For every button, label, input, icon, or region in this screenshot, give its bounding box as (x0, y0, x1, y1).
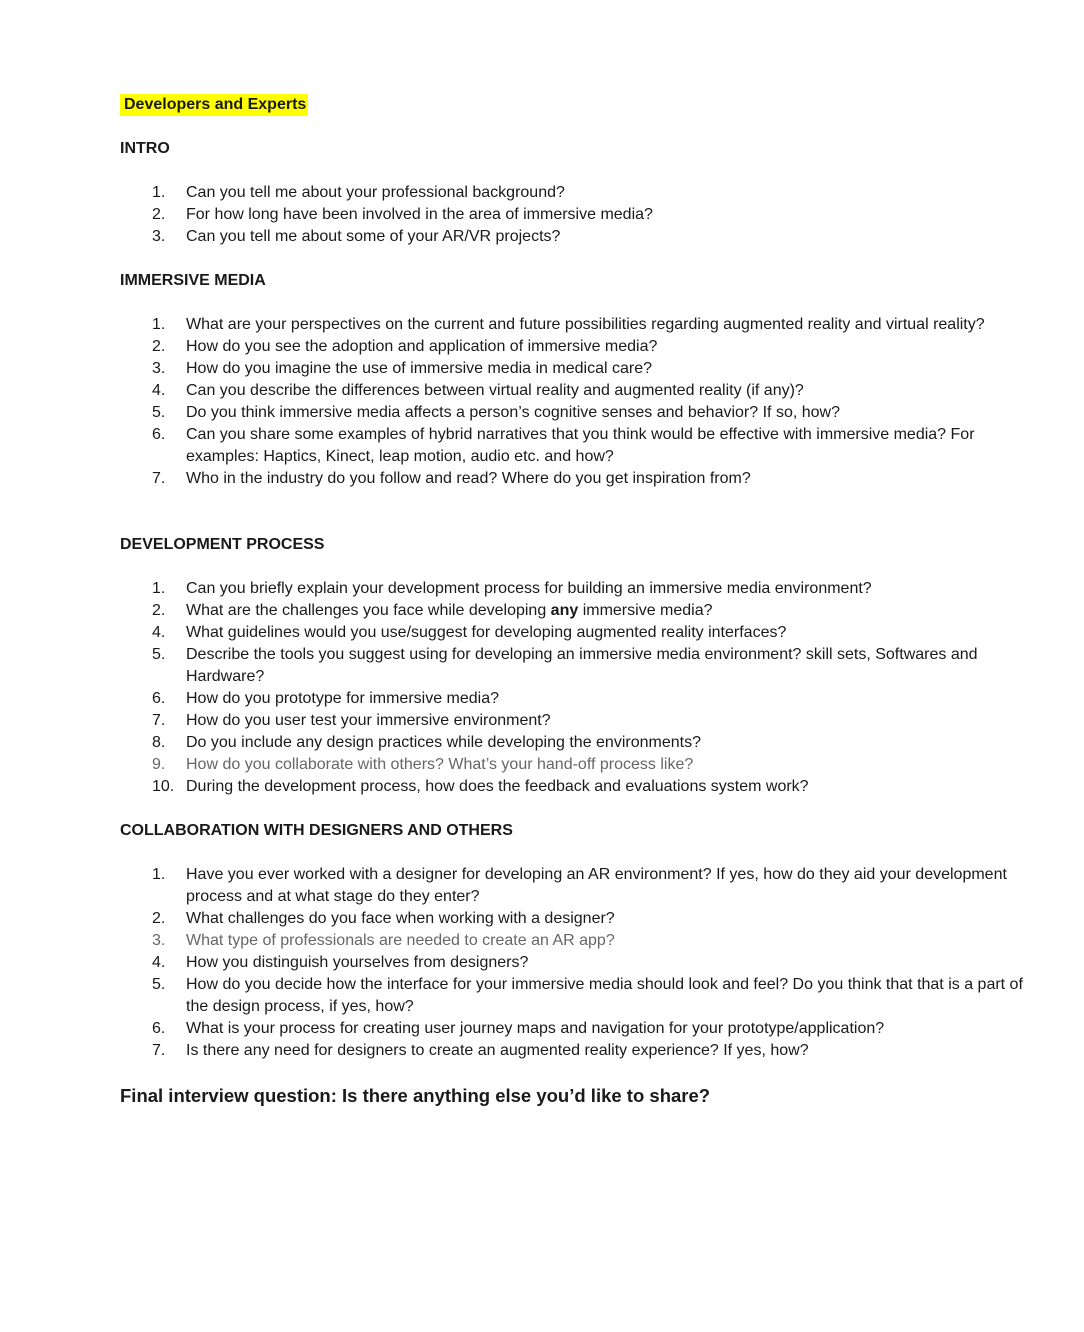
item-number: 1. (152, 184, 166, 201)
item-number: 1. (152, 316, 166, 333)
item-number: 6. (152, 690, 166, 707)
question-text: Who in the industry do you follow and read? Where do you get inspiration from? (186, 470, 751, 487)
item-number: 2. (152, 338, 166, 355)
section-heading-collaboration: COLLABORATION WITH DESIGNERS AND OTHERS (120, 822, 513, 839)
question-text: Do you think immersive media affects a person’s cognitive senses and behavior? If so, how? (186, 404, 840, 421)
item-number: 9. (152, 756, 166, 773)
question-text: What type of professionals are needed to create an AR app? (186, 932, 615, 949)
list-item (0, 226, 1084, 248)
list-item (0, 1040, 1084, 1062)
list-item (0, 776, 1084, 798)
question-text: What guidelines would you use/suggest for developing augmented reality interfaces? (186, 624, 787, 641)
section-heading-intro: INTRO (120, 140, 170, 157)
list-item (0, 336, 1084, 358)
item-number: 7. (152, 712, 166, 729)
list-item (0, 358, 1084, 380)
item-number: 8. (152, 734, 166, 751)
question-text: How do you user test your immersive environment? (186, 712, 551, 729)
item-number: 5. (152, 404, 166, 421)
document-title: Developers and Experts (120, 94, 308, 116)
list-item (0, 182, 1084, 204)
question-text: How do you decide how the interface for your immersive media should look and feel? Do you think that that is a part of the design process, if yes, how? (186, 976, 1023, 1015)
item-number: 1. (152, 866, 166, 883)
question-text: Can you tell me about your professional background? (186, 184, 565, 201)
final-question: Final interview question: Is there anything else you’d like to share? (120, 1085, 711, 1106)
item-number: 10. (152, 778, 175, 795)
list-item (0, 380, 1084, 402)
question-text: For how long have been involved in the area of immersive media? (186, 206, 653, 223)
item-number: 4. (152, 954, 166, 971)
item-number: 4. (152, 624, 166, 641)
question-text: Can you share some examples of hybrid narratives that you think would be effective with immersive media? For examples: Haptics, Kinect, leap motion, audio etc. and how? (186, 426, 975, 465)
question-text: Can you briefly explain your development process for building an immersive media environment? (186, 580, 872, 597)
list-item (0, 402, 1084, 424)
question-text: Can you describe the differences between virtual reality and augmented reality (if any)? (186, 382, 804, 399)
question-list-immersive-media (0, 314, 1084, 490)
question-text: Do you include any design practices while developing the environments? (186, 734, 701, 751)
item-number: 7. (152, 1042, 166, 1059)
item-number: 5. (152, 976, 166, 993)
list-item (0, 644, 1084, 688)
question-text: How you distinguish yourselves from designers? (186, 954, 529, 971)
question-text: Is there any need for designers to create an augmented reality experience? If yes, how? (186, 1042, 809, 1059)
list-item (0, 424, 1084, 468)
question-list-intro (0, 182, 1084, 248)
item-number: 3. (152, 360, 166, 377)
item-number: 6. (152, 426, 166, 443)
question-text-emphasis: any (550, 602, 579, 619)
question-text: What are your perspectives on the current and future possibilities regarding augmented reality and virtual reality? (186, 316, 985, 333)
item-number: 3. (152, 932, 166, 949)
section-heading-immersive-media: IMMERSIVE MEDIA (120, 272, 266, 289)
list-item (0, 314, 1084, 336)
question-text: Describe the tools you suggest using for developing an immersive media environment? skill sets, Softwares and Hardware? (186, 646, 978, 685)
list-item (0, 952, 1084, 974)
list-item (0, 1018, 1084, 1040)
list-item (0, 600, 1084, 622)
list-item (0, 468, 1084, 490)
question-text: How do you see the adoption and application of immersive media? (186, 338, 658, 355)
list-item (0, 732, 1084, 754)
list-item (0, 710, 1084, 732)
question-text-start: What are the challenges you face while developing (186, 602, 551, 619)
question-text: Can you tell me about some of your AR/VR projects? (186, 228, 561, 245)
item-number: 5. (152, 646, 166, 663)
list-item (0, 864, 1084, 908)
item-number: 1. (152, 580, 166, 597)
item-number: 3. (152, 228, 166, 245)
item-number: 7. (152, 470, 166, 487)
item-number: 4. (152, 382, 166, 399)
list-item (0, 930, 1084, 952)
question-text: Have you ever worked with a designer for developing an AR environment? If yes, how do they aid your development process and at what stage do they enter? (186, 866, 1007, 905)
question-list-development-process (0, 578, 1084, 798)
question-text: How do you imagine the use of immersive media in medical care? (186, 360, 652, 377)
question-text: What challenges do you face when working with a designer? (186, 910, 615, 927)
item-number: 2. (152, 602, 166, 619)
list-item (0, 908, 1084, 930)
question-text: What is your process for creating user journey maps and navigation for your prototype/application? (186, 1020, 885, 1037)
question-text-end: immersive media? (578, 602, 713, 619)
list-item (0, 974, 1084, 1018)
question-text: How do you collaborate with others? What’s your hand-off process like? (186, 756, 694, 773)
list-item (0, 622, 1084, 644)
question-list-collaboration (0, 864, 1084, 1062)
item-number: 2. (152, 910, 166, 927)
list-item (0, 754, 1084, 776)
item-number: 2. (152, 206, 166, 223)
question-text (186, 602, 713, 619)
question-text: How do you prototype for immersive media? (186, 690, 500, 707)
item-number: 6. (152, 1020, 166, 1037)
question-text: During the development process, how does the feedback and evaluations system work? (186, 778, 809, 795)
list-item (0, 688, 1084, 710)
list-item (0, 204, 1084, 226)
list-item (0, 578, 1084, 600)
section-heading-development-process: DEVELOPMENT PROCESS (120, 536, 325, 553)
